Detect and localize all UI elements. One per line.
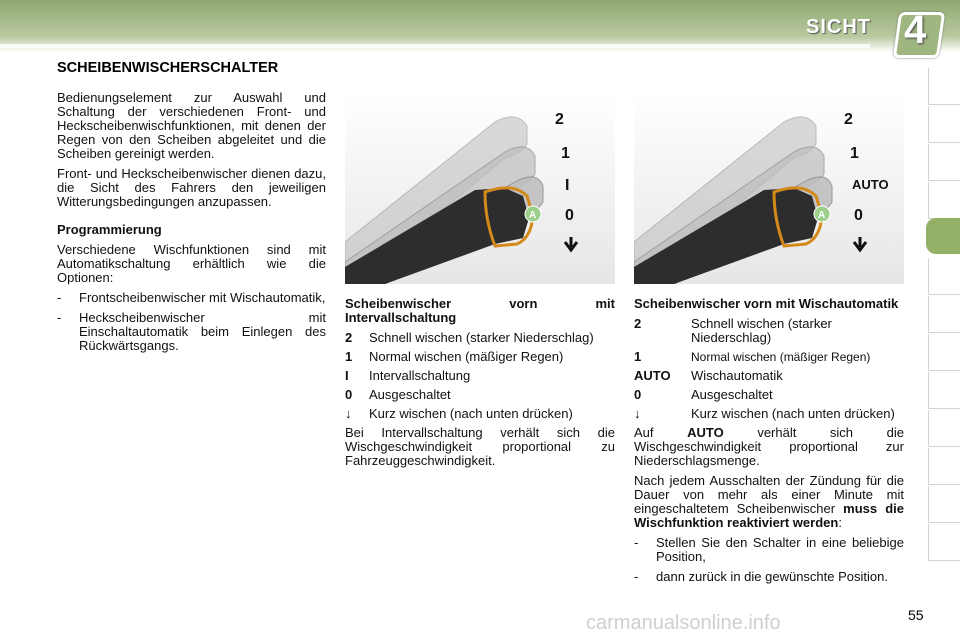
- position-label: 0: [854, 207, 863, 224]
- section-title: SCHEIBENWISCHERSCHALTER: [57, 60, 279, 76]
- legend-row: 0 Ausgeschaltet: [345, 387, 451, 402]
- legend-row: 1 Normal wischen (mäßiger Regen): [345, 349, 564, 364]
- sidebar-tab[interactable]: [928, 372, 960, 409]
- block-heading: Scheibenwischer vorn mit Intervallschaltung: [345, 296, 615, 325]
- page-number: 55: [908, 607, 924, 623]
- intro-paragraph: Front- und Heckscheibenwischer dienen dazu, die Sicht des Fahrers den jeweiligen Witterungsbedingungen anzupassen.: [57, 166, 326, 209]
- sidebar-tab[interactable]: [928, 448, 960, 485]
- legend-row: 1 Normal wischen (mäßiger Regen): [634, 349, 871, 364]
- callout-label: A: [529, 210, 537, 221]
- position-label: 0: [565, 207, 574, 224]
- list-item: - Heckscheibenwischer mit Einschaltautomatik beim Einlegen des Rückwärtsgangs.: [57, 310, 326, 353]
- sidebar-tab[interactable]: [928, 182, 960, 219]
- arrow-down-icon: [854, 237, 866, 250]
- sidebar-tab[interactable]: [928, 410, 960, 447]
- position-label: 1: [850, 145, 859, 162]
- chapter-title: SICHT: [806, 16, 871, 38]
- block-heading: Scheibenwischer vorn mit Wischautomatik: [634, 296, 899, 311]
- programming-text: Verschiedene Wischfunktionen sind mit Automatikschaltung erhältlich wie die Optionen:: [57, 242, 326, 285]
- sidebar-tab[interactable]: [928, 486, 960, 523]
- auto-column: [634, 297, 904, 590]
- position-label: AUTO: [852, 177, 889, 192]
- header-stripe: [0, 44, 870, 48]
- interval-column: [345, 297, 615, 474]
- list-item: - dann zurück in die gewünschte Position.: [634, 569, 888, 584]
- callout-label: A: [818, 210, 826, 221]
- intro-paragraph: Bedienungselement zur Auswahl und Schaltung der verschiedenen Front- und Heckscheibenwischfunktionen, mit denen der Regen von den Scheiben abgeleitet und die Scheiben gereinigt werden.: [57, 90, 326, 161]
- auto-note: Auf AUTO verhält sich die Wischgeschwindigkeit proportional zur Niederschlagsmenge.: [634, 425, 904, 468]
- chapter-number: 4: [904, 8, 927, 52]
- wiper-stalk-figure-interval: [345, 92, 615, 284]
- position-label: 1: [561, 145, 570, 162]
- watermark: carmanualsonline.info: [586, 612, 781, 634]
- list-item: - Stellen Sie den Schalter in eine beliebige Position,: [634, 535, 904, 564]
- position-label: 2: [844, 111, 853, 128]
- sidebar-tab[interactable]: [928, 334, 960, 371]
- sidebar-tab[interactable]: [928, 258, 960, 295]
- position-label: 2: [555, 111, 564, 128]
- legend-row: 2 Schnell wischen (starker Niederschlag): [345, 330, 594, 345]
- legend-row: ↓ Kurz wischen (nach unten drücken): [634, 406, 895, 421]
- legend-row: AUTO Wischautomatik: [634, 368, 783, 383]
- list-item: - Frontscheibenwischer mit Wischautomatik,: [57, 290, 326, 305]
- legend-row: 0 Ausgeschaltet: [634, 387, 773, 402]
- sidebar-tab-active[interactable]: [926, 218, 960, 254]
- position-label: I: [565, 177, 570, 194]
- sidebar-tab[interactable]: [928, 296, 960, 333]
- sidebar-tab[interactable]: [928, 68, 960, 105]
- intro-column: [57, 91, 326, 359]
- programming-heading: Programmierung: [57, 222, 162, 237]
- legend-row: I Intervallschaltung: [345, 368, 471, 383]
- sidebar-tab[interactable]: [928, 106, 960, 143]
- wiper-stalk-figure-auto: [634, 92, 904, 284]
- legend-row: ↓ Kurz wischen (nach unten drücken): [345, 406, 573, 421]
- sidebar-tab[interactable]: [928, 524, 960, 561]
- arrow-down-icon: [565, 237, 577, 250]
- legend-row: 2 Schnell wischen (starker Niederschlag): [634, 316, 832, 345]
- interval-note: Bei Intervallschaltung verhält sich die Wischgeschwindigkeit proportional zu Fahrzeuggeschwindigkeit.: [345, 425, 615, 468]
- sidebar-tab[interactable]: [928, 144, 960, 181]
- reactivation-warning: Nach jedem Ausschalten der Zündung für die Dauer von mehr als einer Minute mit eingeschaltetem Scheibenwischer muss die Wischfunktion reaktiviert werden:: [634, 473, 904, 530]
